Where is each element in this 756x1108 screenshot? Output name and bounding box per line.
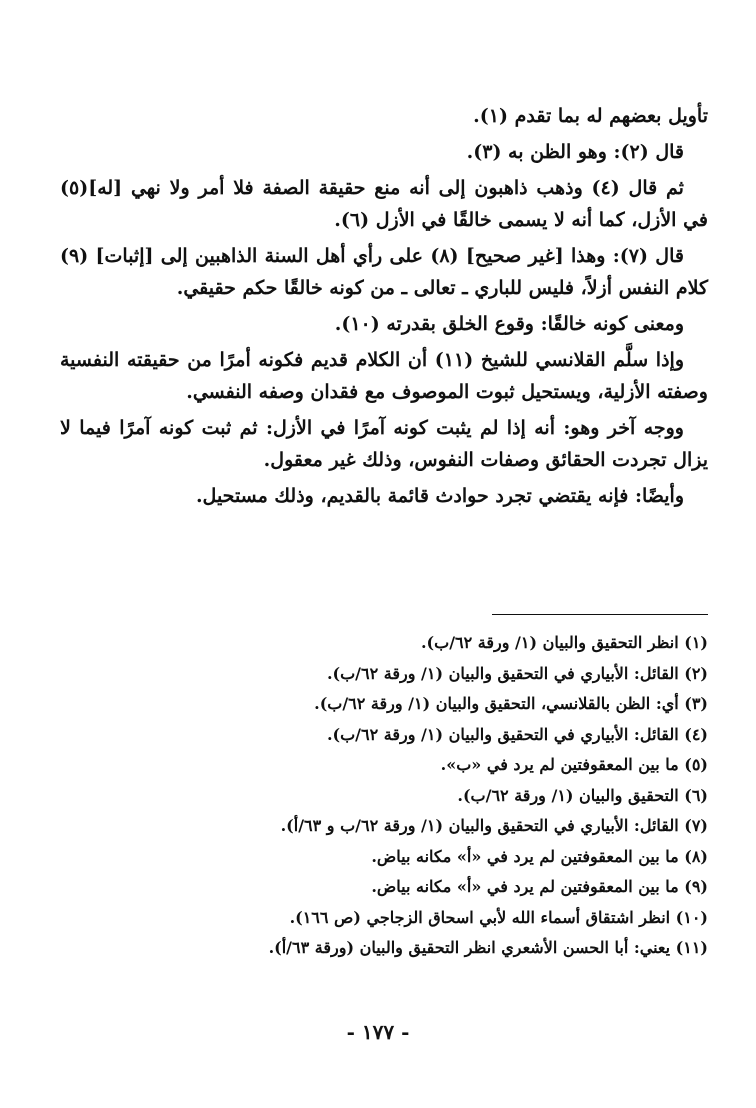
footnote-2: (٢) القائل: الأبياري في التحقيق والبيان (١/ ورقة ٦٢/ب). — [326, 663, 708, 683]
main-text — [60, 100, 708, 516]
paragraph-4: قال (٧): وهذا [غير صحيح] (٨) على رأي أهل السنة الذاهبين إلى [إثبات] (٩) كلام النفس أزلاً، فليس للباري ـ تعالى ـ من كونه خالقًا حكم حقيقي. — [60, 245, 708, 299]
footnote-4: (٤) القائل: الأبياري في التحقيق والبيان (١/ ورقة ٦٢/ب). — [326, 724, 708, 744]
footnote-3: (٣) أي: الظن بالقلانسي، التحقيق والبيان (١/ ورقة ٦٢/ب). — [314, 694, 708, 713]
footnote-11: (١١) يعني: أبا الحسن الأشعري انظر التحقيق والبيان (ورقة ٦٣/أ). — [268, 938, 708, 957]
paragraph-6: وإذا سلَّم القلانسي للشيخ (١١) أن الكلام قديم فكونه أمرًا من حقيقته النفسية وصفته الأزلية، ويستحيل ثبوت الموصوف مع فقدان وصفه النفسي. — [60, 349, 708, 403]
footnote-separator — [492, 614, 708, 615]
footnote-6: (٦) التحقيق والبيان (١/ ورقة ٦٢/ب). — [457, 785, 708, 805]
footnotes — [60, 628, 708, 964]
footnote-7: (٧) القائل: الأبياري في التحقيق والبيان (١/ ورقة ٦٢/ب و ٦٣/أ). — [280, 816, 708, 835]
footnote-5: (٥) ما بين المعقوفتين لم يرد في «ب». — [440, 755, 708, 774]
footnote-10: (١٠) انظر اشتقاق أسماء الله لأبي اسحاق الزجاجي (ص ١٦٦). — [289, 907, 708, 927]
footnote-8: (٨) ما بين المعقوفتين لم يرد في «أ» مكانه بياض. — [371, 846, 708, 866]
footnote-1: (١) انظر التحقيق والبيان (١/ ورقة ٦٢/ب). — [420, 633, 708, 652]
paragraph-2: قال (٢): وهو الظن به (٣). — [466, 141, 684, 163]
paragraph-1: تأويل بعضهم له بما تقدم (١). — [473, 105, 708, 127]
paragraph-7: ووجه آخر وهو: أنه إذا لم يثبت كونه آمرًا في الأزل: ثم ثبت كونه آمرًا فيما لا يزال تجردت الحقائق وصفات النفوس، وذلك غير معقول. — [60, 417, 708, 471]
paragraph-8: وأيضًا: فإنه يقتضي تجرد حوادث قائمة بالقديم، وذلك مستحيل. — [195, 485, 684, 507]
paragraph-3: ثم قال (٤) وذهب ذاهبون إلى أنه منع حقيقة الصفة فلا أمر ولا نهي [له](٥) في الأزل، كما أنه لا يسمى خالقًا في الأزل (٦). — [60, 177, 708, 231]
footnote-9: (٩) ما بين المعقوفتين لم يرد في «أ» مكانه بياض. — [371, 877, 708, 896]
page-number: - ١٧٧ - — [346, 1020, 410, 1044]
paragraph-5: ومعنى كونه خالقًا: وقوع الخلق بقدرته (١٠). — [334, 313, 684, 335]
